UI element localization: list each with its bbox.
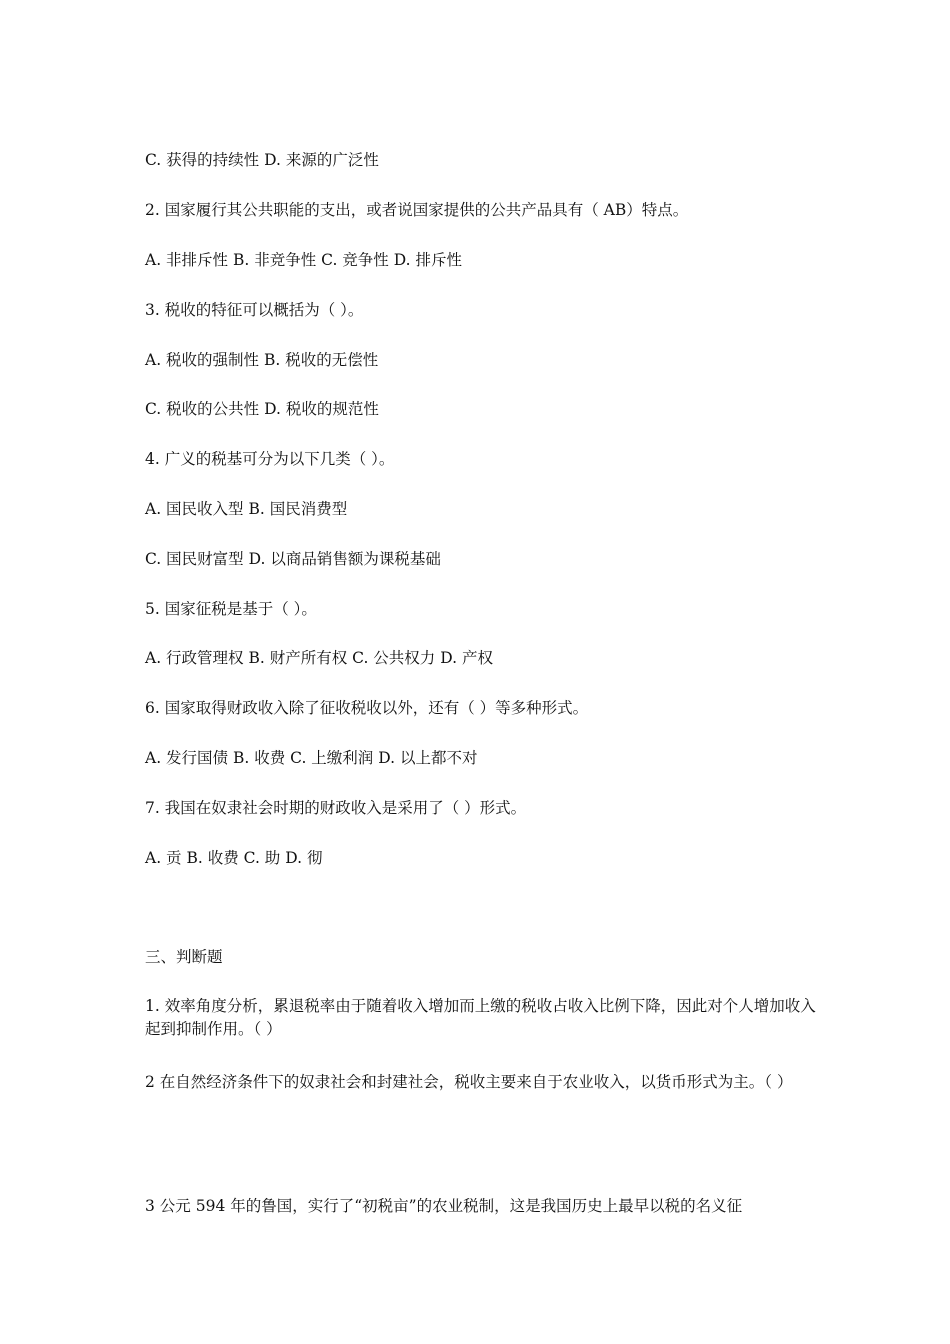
- option-line: C. 获得的持续性 D. 来源的广泛性: [145, 151, 379, 169]
- option-line: A. 税收的强制性 B. 税收的无偿性: [145, 351, 379, 369]
- option-line: A. 行政管理权 B. 财产所有权 C. 公共权力 D. 产权: [145, 649, 493, 667]
- section-heading: 三、判断题: [145, 948, 223, 966]
- judgment-question: 1. 效率角度分析，累退税率由于随着收入增加而上缴的税收占收入比例下降，因此对个人增加收入起到抑制作用。（ ）: [145, 997, 816, 1038]
- question-line: 3. 税收的特征可以概括为（ ）。: [145, 301, 364, 319]
- question-line: 5. 国家征税是基于（ ）。: [145, 600, 317, 618]
- option-line: A. 国民收入型 B. 国民消费型: [145, 500, 348, 518]
- judgment-question: 2 在自然经济条件下的奴隶社会和封建社会，税收主要来自于农业收入，以货币形式为主。（ ）: [145, 1073, 793, 1091]
- option-line: A. 非排斥性 B. 非竞争性 C. 竞争性 D. 排斥性: [145, 251, 462, 269]
- question-line: 6. 国家取得财政收入除了征收税收以外，还有（ ）等多种形式。: [145, 699, 589, 717]
- option-line: A. 发行国债 B. 收费 C. 上缴利润 D. 以上都不对: [145, 749, 478, 767]
- question-line: 2. 国家履行其公共职能的支出，或者说国家提供的公共产品具有（ AB）特点。: [145, 201, 689, 219]
- question-line: 7. 我国在奴隶社会时期的财政收入是采用了（ ）形式。: [145, 799, 527, 817]
- judgment-question: 3 公元 594 年的鲁国，实行了“初税亩”的农业税制，这是我国历史上最早以税的名义征: [145, 1197, 743, 1215]
- option-line: A. 贡 B. 收费 C. 助 D. 彻: [145, 849, 323, 867]
- question-line: 4. 广义的税基可分为以下几类（ ）。: [145, 450, 395, 468]
- option-line: C. 税收的公共性 D. 税收的规范性: [145, 400, 379, 418]
- option-line: C. 国民财富型 D. 以商品销售额为课税基础: [145, 550, 441, 568]
